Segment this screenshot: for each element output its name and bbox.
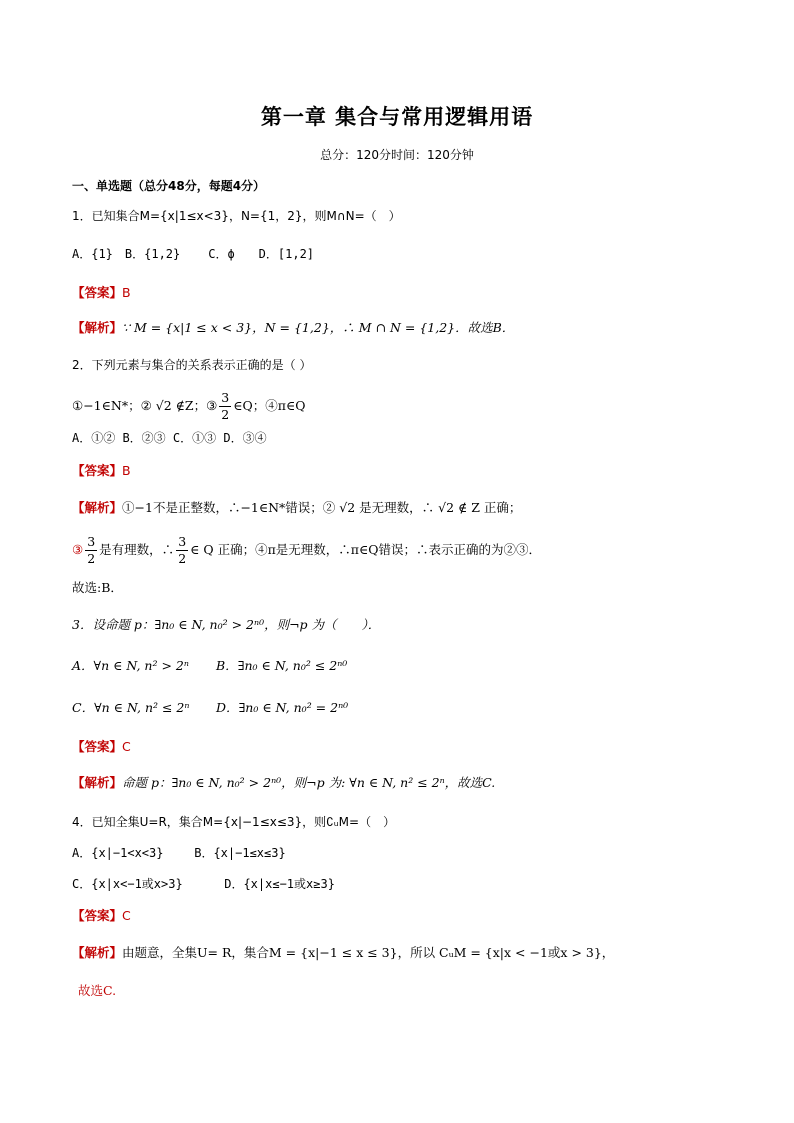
fraction [219,390,231,423]
question-4-answer [72,906,131,926]
option-a: A．{1} [72,247,113,261]
question-1-analysis [72,318,514,338]
question-1-options [72,244,314,264]
analysis-text-c: ∈ Q 正确；④π是无理数，∴π∈Q错误；∴表示正确的为②③． [190,542,542,557]
question-3-answer [72,737,131,757]
question-3-options-row-1 [72,656,347,676]
question-4-options-row-1 [72,843,286,863]
question-1-stem: 1．已知集合M={x|1≤x<3}，N={1，2}，则M∩N=（ ） [72,209,401,223]
option-b: B．∃n₀ ∈ N, n₀² ≤ 2ⁿ⁰ [215,658,348,673]
question-2-conclusion: 故选:B． [72,580,123,595]
question-4-conclusion: 故选C. [78,983,117,998]
fraction-denominator: 2 [178,551,187,566]
analysis-text-b: 是有理数，∴ [99,542,175,557]
option-d: D．{x|x≤−1或x≥3} [224,877,335,891]
fraction-numerator: 3 [87,534,96,549]
question-2-items [72,386,305,426]
answer-value: C [122,908,131,923]
question-3-stem: 3．设命题 p：∃n₀ ∈ N, n₀² > 2ⁿ⁰，则¬p 为（ ）． [72,617,381,632]
fraction-denominator: 2 [87,551,96,566]
analysis-label: 【解析】 [72,945,123,960]
fraction [176,534,188,567]
answer-value: B [122,285,131,300]
analysis-text: ①−1不是正整数，∴−1∈N*错误；② √2 是无理数，∴ √2 ∉ Z 正确； [122,500,522,515]
option-d: D．[1,2] [258,247,315,261]
option-a: A．{x|−1<x<3} [72,846,164,860]
analysis-text: 命题 p：∃n₀ ∈ N, n₀² > 2ⁿ⁰，则¬p 为: ∀n ∈ N, n² ≤ 2ⁿ，故选C. [122,775,496,790]
question-4-stem: 4．已知全集U=R，集合M={x|−1≤x≤3}，则∁ᵤM=（ ） [72,815,396,829]
section-heading: 一、单选题（总分48分，每题4分） [72,179,266,193]
analysis-text-a: ③ [72,542,84,557]
analysis-label: 【解析】 [72,500,123,515]
question-3-analysis [72,773,495,793]
answer-label: 【答案】 [72,908,123,923]
question-2-analysis-line-2 [72,530,541,570]
option-d: D．∃n₀ ∈ N, n₀² = 2ⁿ⁰ [215,700,349,715]
items-text-a: ①−1∈N*；② √2 ∉Z；③ [72,398,218,413]
analysis-label: 【解析】 [72,775,123,790]
analysis-text: ∵ M = {x|1 ≤ x < 3}，N = {1,2}，∴ M ∩ N = {1,2}．故选B． [122,320,515,335]
question-1-answer [72,283,131,303]
option-a: A．∀n ∈ N, n² > 2ⁿ [72,658,189,673]
fraction-denominator: 2 [221,407,230,422]
option-c: C．ϕ [208,247,235,261]
page-title: 第一章 集合与常用逻辑用语 [260,105,534,129]
fraction-numerator: 3 [221,390,230,405]
analysis-text: 由题意，全集U= R，集合M = {x|−1 ≤ x ≤ 3}，所以 CᵤM = {x|x < −1或x > 3}， [122,945,615,960]
question-4-options-row-2 [72,874,335,894]
question-2-analysis-line-1 [72,498,521,518]
analysis-label: 【解析】 [72,320,123,335]
answer-label: 【答案】 [72,285,123,300]
fraction [85,534,97,567]
fraction-numerator: 3 [178,534,187,549]
items-text-b: ∈Q；④π∈Q [233,398,306,413]
question-4-analysis [72,943,614,963]
page-subtitle: 总分：120分时间：120分钟 [320,148,474,162]
option-c: C．{x|x<−1或x>3} [72,877,183,891]
question-2-answer [72,461,131,481]
answer-label: 【答案】 [72,739,123,754]
option-b: B．{x|−1≤x≤3} [194,846,286,860]
answer-value: C [122,739,131,754]
answer-value: B [122,463,131,478]
option-b: B．{1,2} [124,247,181,261]
question-2-stem: 2．下列元素与集合的关系表示正确的是（ ） [72,358,312,372]
question-3-options-row-2 [72,698,348,718]
answer-label: 【答案】 [72,463,123,478]
option-c: C．∀n ∈ N, n² ≤ 2ⁿ [72,700,190,715]
question-2-options: A．①② B．②③ C．①③ D．③④ [72,431,267,445]
